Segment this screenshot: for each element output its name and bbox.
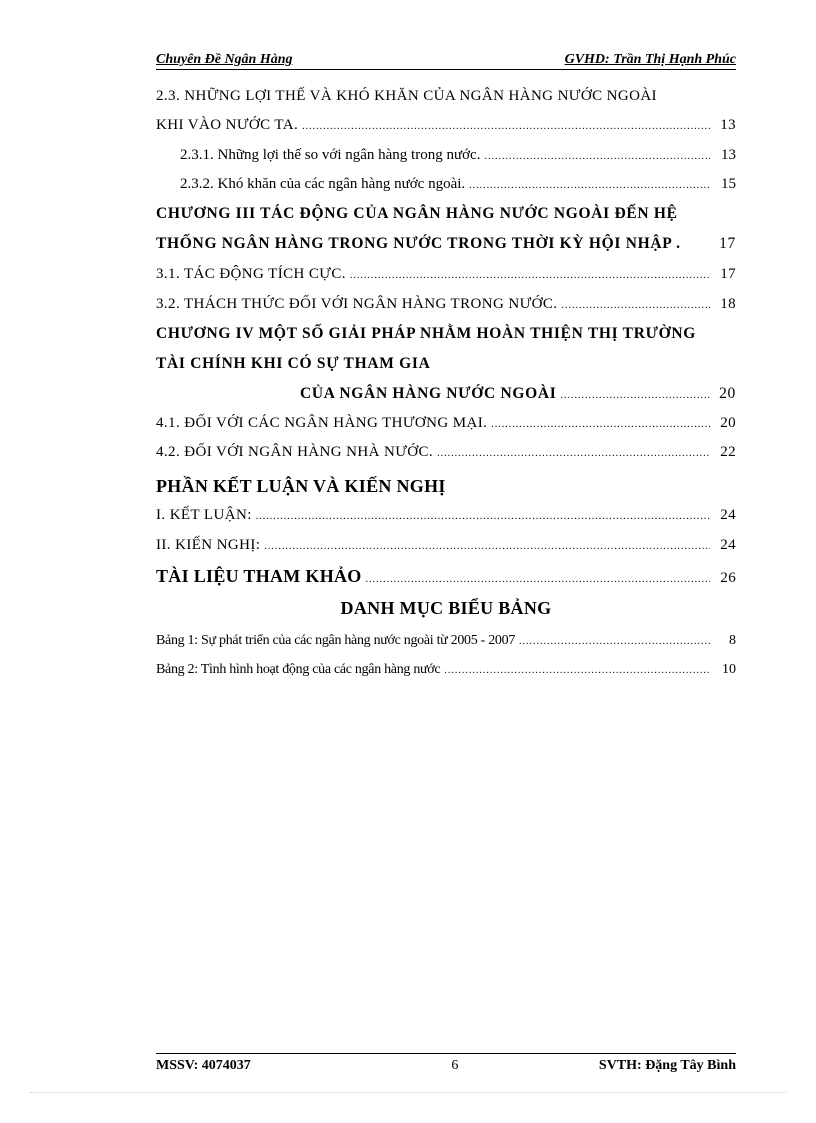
toc-chapter-4-line2 [156, 355, 736, 373]
table-entry-text: Bảng 1: Sự phát triển của các ngân hàng nước ngoài từ 2005 - 2007 [156, 633, 516, 648]
toc-chapter-3[interactable] [156, 235, 736, 253]
footer-student-name: SVTH: Đặng Tây Bình [598, 1058, 736, 1073]
toc-chapter-4[interactable] [300, 385, 736, 403]
toc-references[interactable] [156, 566, 736, 587]
toc-entry-3-1[interactable] [156, 266, 736, 283]
toc-entry-text: 2.3.2. Khó khăn của các ngân hàng nước ngoài. [180, 176, 466, 192]
toc-entry-text: 2.3.1. Những lợi thế so với ngân hàng trong nước. [180, 147, 481, 163]
toc-page-number: 13 [721, 147, 736, 163]
toc-part-conclusion[interactable] [156, 476, 736, 497]
page-header [156, 50, 736, 70]
dot-leader [491, 419, 710, 430]
toc-chapter-3-line1 [156, 205, 736, 223]
toc-entry-text: CHƯƠNG III TÁC ĐỘNG CỦA NGÂN HÀNG NƯỚC NGOÀI ĐẾN HỆ [156, 205, 678, 222]
table-page-number: 10 [722, 662, 736, 677]
toc-page-number: 20 [719, 385, 736, 402]
dot-leader [302, 121, 710, 132]
toc-page-number: 15 [721, 176, 736, 192]
toc-page-number: 24 [720, 537, 736, 553]
toc-entry-text: I. KẾT LUẬN: [156, 507, 252, 523]
toc-entry-text: 4.2. ĐỐI VỚI NGÂN HÀNG NHÀ NƯỚC. [156, 444, 434, 460]
toc-entry-text: 3.1. TÁC ĐỘNG TÍCH CỰC. [156, 266, 346, 282]
toc-entry-text: 4.1. ĐỐI VỚI CÁC NGÂN HÀNG THƯƠNG MẠI. [156, 415, 488, 431]
toc-entry-text: II. KIẾN NGHỊ: [156, 537, 261, 553]
toc-chapter-4-line1 [156, 325, 736, 343]
toc-entry-text: TÀI LIỆU THAM KHẢO [156, 566, 362, 586]
toc-entry-2-3-line1 [156, 88, 736, 105]
dot-leader [560, 390, 710, 401]
toc-entry-text: 3.2. THÁCH THỨC ĐỐI VỚI NGÂN HÀNG TRONG NƯỚC. [156, 296, 558, 312]
dot-leader [256, 511, 710, 522]
dot-leader [484, 151, 710, 162]
footer-student-id: MSSV: 4074037 [156, 1058, 251, 1073]
toc-entry-i[interactable] [156, 507, 736, 524]
dot-leader [444, 665, 710, 676]
toc-page-number: 13 [720, 117, 736, 133]
toc-entry-text: PHẦN KẾT LUẬN VÀ KIẾN NGHỊ [156, 476, 446, 496]
table-page-number: 8 [729, 633, 736, 648]
toc-entry-text: THỐNG NGÂN HÀNG TRONG NƯỚC TRONG THỜI KỲ HỘI NHẬP . [156, 235, 681, 252]
toc-entry-text: TÀI CHÍNH KHI CÓ SỰ THAM GIA [156, 355, 431, 372]
toc-page-number: 17 [720, 266, 736, 282]
toc-entry-4-2[interactable] [156, 444, 736, 461]
toc-entry-ii[interactable] [156, 537, 736, 554]
toc-entry-4-1[interactable] [156, 415, 736, 432]
dot-leader [561, 300, 710, 311]
dot-leader [469, 180, 710, 191]
table-entry-text: Bảng 2: Tình hình hoạt động của các ngân hàng nước [156, 662, 441, 677]
toc-entry-2-3[interactable] [156, 117, 736, 134]
toc-page-number: 18 [720, 296, 736, 312]
dot-leader [437, 448, 710, 459]
toc-entry-text: CHƯƠNG IV MỘT SỐ GIẢI PHÁP NHẰM HOÀN THIỆN THỊ TRƯỜNG [156, 325, 697, 342]
table-entry-2[interactable] [156, 662, 736, 678]
toc-page-number: 24 [720, 507, 736, 523]
toc-entry-text: CỦA NGÂN HÀNG NƯỚC NGOÀI [300, 385, 557, 402]
toc-entry-2-3-2[interactable] [180, 176, 736, 193]
toc-entry-3-2[interactable] [156, 296, 736, 313]
table-entry-1[interactable] [156, 633, 736, 649]
toc-page-number: 17 [719, 235, 736, 252]
page-number: 6 [451, 1058, 459, 1073]
header-advisor: GVHD: Trần Thị Hạnh Phúc [564, 52, 736, 67]
page-bottom-rule [30, 1092, 786, 1093]
toc-page-number: 20 [720, 415, 736, 431]
toc-entry-text: 2.3. NHỮNG LỢI THẾ VÀ KHÓ KHĂN CỦA NGÂN HÀNG NƯỚC NGOÀI [156, 88, 657, 104]
dot-leader [366, 574, 710, 585]
header-subject: Chuyên Đề Ngân Hàng [156, 52, 293, 67]
dot-leader [350, 270, 710, 281]
toc-entry-text: KHI VÀO NƯỚC TA. [156, 117, 299, 133]
page-footer [156, 1053, 736, 1074]
tables-list-title: DANH MỤC BIỂU BẢNG [340, 598, 552, 618]
dot-leader [264, 541, 710, 552]
dot-leader [519, 636, 710, 647]
toc-entry-2-3-1[interactable] [180, 147, 736, 164]
toc-page-number: 26 [720, 570, 736, 586]
toc-page-number: 22 [720, 444, 736, 460]
